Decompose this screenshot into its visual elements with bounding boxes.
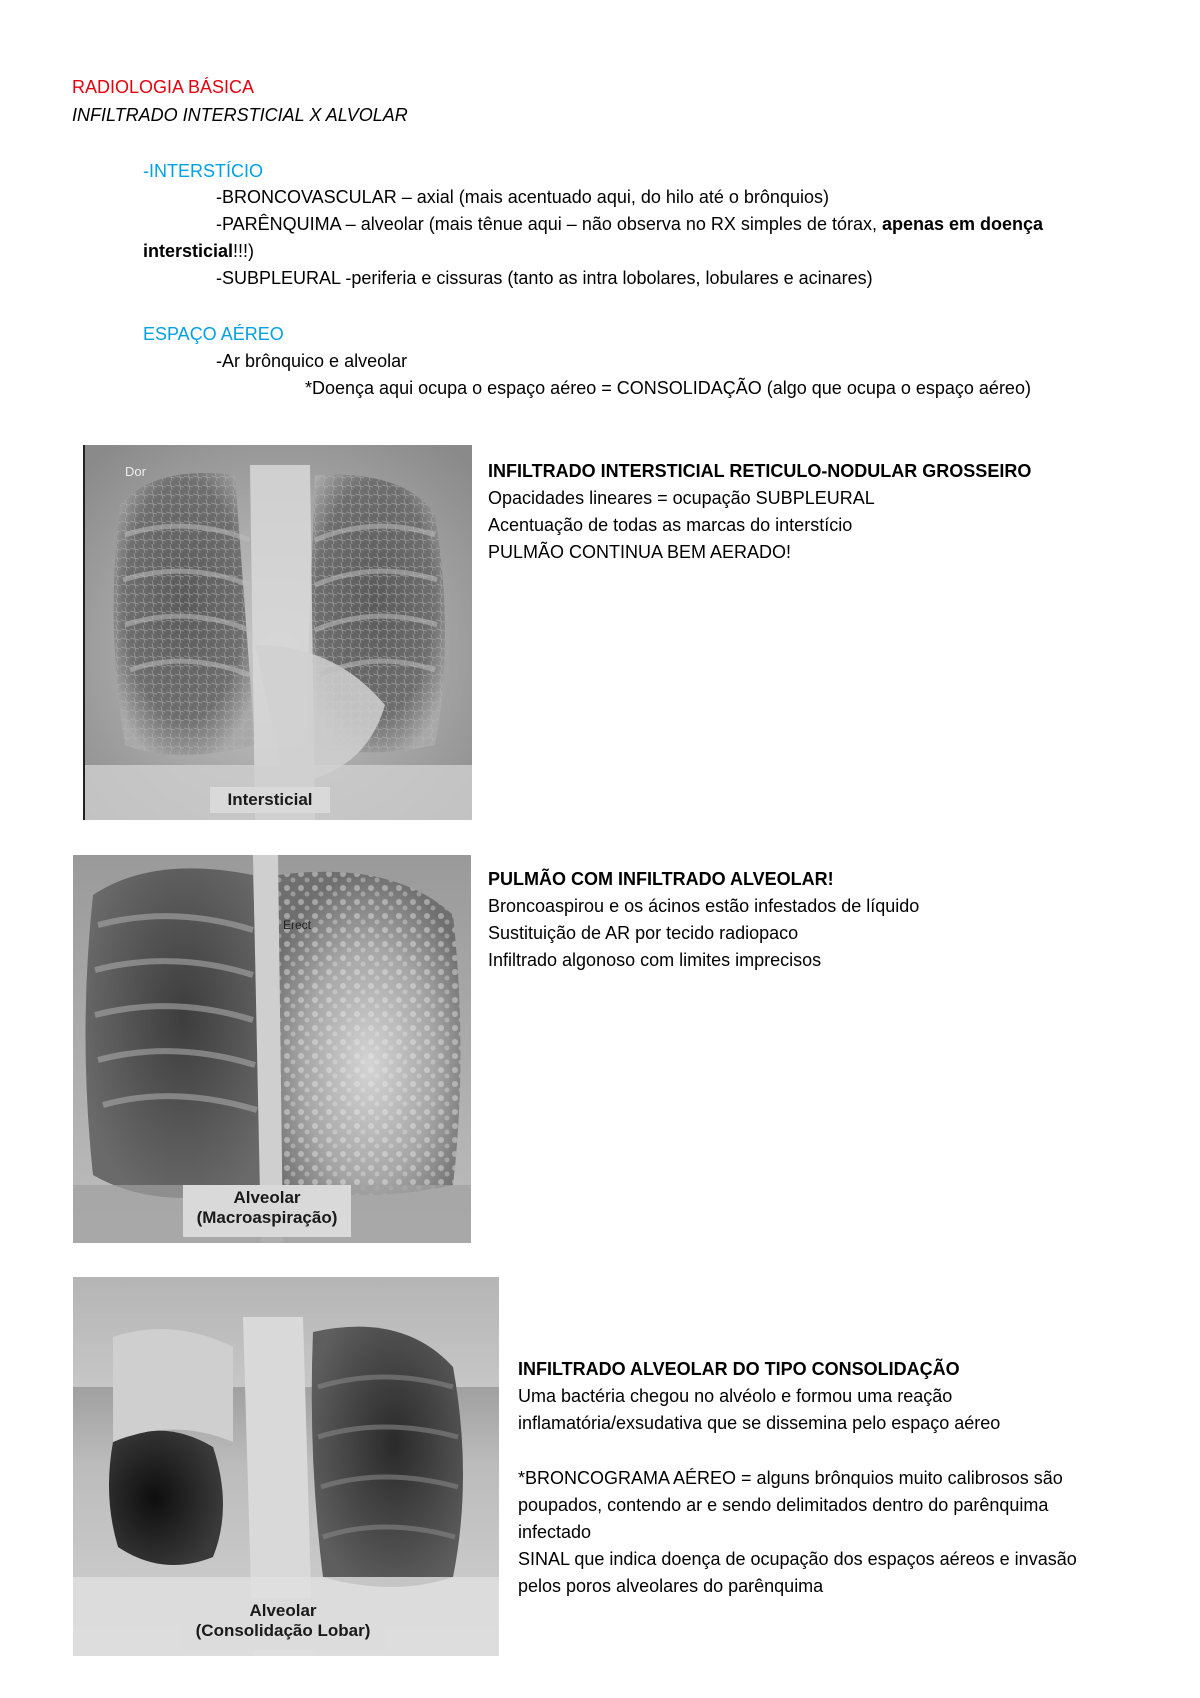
figure3-line-1: Uma bactéria chegou no alvéolo e formou uma reação	[518, 1386, 953, 1406]
parenquima-bold-text: apenas em doença	[881, 214, 1044, 234]
figure3-title-text: INFILTRADO ALVEOLAR DO TIPO CONSOLIDAÇÃO	[518, 1359, 960, 1379]
xray-caption-alveolar-macroaspiracao	[183, 1185, 351, 1237]
intersticio-line-parenquima	[216, 215, 1043, 233]
xray-image-alveolar-macroaspiracao	[73, 855, 471, 1243]
intersticio-line-broncovascular: -BRONCOVASCULAR – axial (mais acentuado aqui, do hilo até o brônquios)	[216, 187, 829, 207]
caption2-line-1: Alveolar	[233, 1188, 301, 1207]
figure1-line-2: Acentuação de todas as marcas do interstício	[488, 515, 853, 535]
figure2-title	[488, 870, 834, 888]
figure3-line-7: SINAL que indica doença de ocupação dos espaços aéreos e invasão	[518, 1549, 1077, 1569]
intersticio-line-parenquima-cont	[143, 242, 254, 260]
section-heading-espaco-aereo: ESPAÇO AÉREO	[143, 324, 284, 344]
figure3-title	[518, 1360, 960, 1378]
figure1-line-3: PULMÃO CONTINUA BEM AERADO!	[488, 542, 792, 562]
caption3-line-2: (Consolidação Lobar)	[195, 1620, 371, 1640]
xray-marker-dor: Dor	[125, 464, 146, 479]
caption2-line-2: (Macroaspiração)	[196, 1207, 338, 1227]
figure3-line-5: poupados, contendo ar e sendo delimitados dentro do parênquima	[518, 1495, 1049, 1515]
figure1-title	[488, 462, 1031, 480]
parenquima-bold-cont: intersticial	[143, 241, 234, 261]
intersticio-line-subpleural: -SUBPLEURAL -periferia e cissuras (tanto as intra lobolares, lobulares e acinares)	[216, 268, 873, 288]
figure2-line-1: Broncoaspirou e os ácinos estão infestados de líquido	[488, 896, 920, 916]
figure2-line-3: Infiltrado algonoso com limites imprecisos	[488, 950, 822, 970]
espaco-aereo-line-1: -Ar brônquico e alveolar	[216, 351, 408, 371]
figure1-line-1: Opacidades lineares = ocupação SUBPLEURAL	[488, 488, 875, 508]
espaco-aereo-line-2: *Doença aqui ocupa o espaço aéreo = CONSOLIDAÇÃO (algo que ocupa o espaço aéreo)	[305, 378, 1031, 398]
document-subtitle: INFILTRADO INTERSTICIAL X ALVOLAR	[72, 105, 408, 125]
parenquima-text: -PARÊNQUIMA – alveolar (mais tênue aqui – não observa no RX simples de tórax,	[216, 214, 882, 234]
xray-image-alveolar-consolidacao	[73, 1277, 499, 1656]
figure3-line-4: *BRONCOGRAMA AÉREO = alguns brônquios muito calibrosos são	[518, 1468, 1063, 1488]
document-title: RADIOLOGIA BÁSICA	[72, 77, 255, 97]
xray-image-intersticial	[83, 445, 472, 820]
figure2-line-2: Sustituição de AR por tecido radiopaco	[488, 923, 799, 943]
xray-caption-intersticial: Intersticial	[210, 787, 330, 813]
xray-caption-alveolar-consolidacao	[181, 1598, 385, 1650]
caption3-line-1: Alveolar	[249, 1601, 317, 1620]
figure1-title-text: INFILTRADO INTERSTICIAL RETICULO-NODULAR GROSSEIRO	[488, 461, 1032, 481]
xray-marker-erect: Erect	[283, 918, 312, 932]
section-heading-intersticio: -INTERSTÍCIO	[143, 161, 263, 181]
figure2-title-text: PULMÃO COM INFILTRADO ALVEOLAR!	[488, 869, 834, 889]
figure3-line-2: inflamatória/exsudativa que se dissemina pelo espaço aéreo	[518, 1413, 1001, 1433]
figure3-line-6: infectado	[518, 1522, 592, 1542]
figure3-line-8: pelos poros alveolares do parênquima	[518, 1576, 824, 1596]
parenquima-cont-text: !!!)	[233, 241, 255, 261]
